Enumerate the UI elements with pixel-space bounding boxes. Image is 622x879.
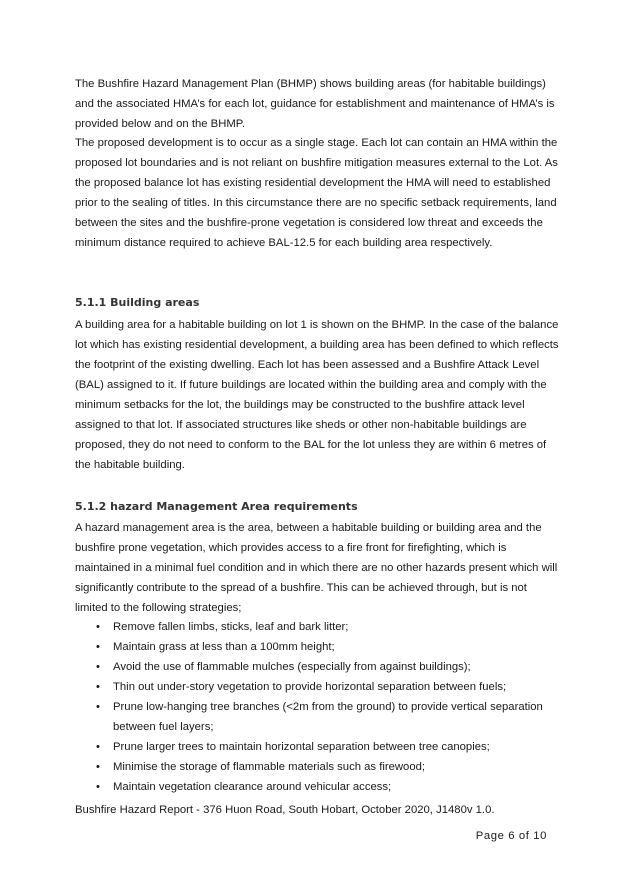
heading-building-areas: 5.1.1 Building areas bbox=[75, 296, 200, 309]
bullet-icon: • bbox=[96, 761, 100, 773]
list-item: • Maintain grass at less than a 100mm height; bbox=[75, 637, 559, 657]
list-item: • Remove fallen limbs, sticks, leaf and bark litter; bbox=[75, 617, 559, 637]
list-item: • Prune low-hanging tree branches (<2m from the ground) to provide vertical separation between fuel layers; bbox=[75, 697, 559, 737]
list-item: • Avoid the use of flammable mulches (especially from against buildings); bbox=[75, 657, 559, 677]
bullet-icon: • bbox=[96, 621, 100, 633]
list-item: • Minimise the storage of flammable materials such as firewood; bbox=[75, 757, 559, 777]
bullet-icon: • bbox=[96, 701, 100, 713]
list-item: • Maintain vegetation clearance around vehicular access; bbox=[75, 777, 559, 797]
bullet-icon: • bbox=[96, 681, 100, 693]
bullet-icon: • bbox=[96, 641, 100, 653]
heading-hazard-management-area: 5.1.2 hazard Management Area requirements bbox=[75, 500, 358, 513]
page-number: Page 6 of 10 bbox=[475, 830, 547, 842]
hazard-management-paragraph: A hazard management area is the area, between a habitable building or building area and the bushfire prone vegetation, which provides access to a fire front for firefighting, which is maintained in a minimal fuel condition and in which there are no other hazards present which will significantly contribute to the spread of a bushfire. This can be achieved through, but is not limited to the following strategies; bbox=[75, 522, 558, 614]
intro-paragraph-bhmp: The Bushfire Hazard Management Plan (BHMP) shows building areas (for habitable buildings) and the associated HMA’s for each lot, guidance for establishment and maintenance of HMA’s is provided below and on the BHMP. bbox=[75, 78, 555, 130]
intro-paragraph-development: The proposed development is to occur as a single stage. Each lot can contain an HMA within the proposed lot boundaries and is not reliant on bushfire mitigation measures external to the Lot. As the proposed balance lot has existing residential development the HMA will need to established prior to the sealing of titles. In this circumstance there are no specific setback requirements, land between the sites and the bushfire-prone vegetation is considered low threat and exceeds the minimum distance required to achieve BAL-12.5 for each building area respectively. bbox=[75, 137, 558, 249]
building-areas-paragraph: A building area for a habitable building on lot 1 is shown on the BHMP. In the case of the balance lot which has existing residential development, a building area has been defined to which reflects the footprint of the existing dwelling. Each lot has been assessed and a Bushfire Attack Level (BAL) assigned to it. If future buildings are located within the building area and comply with the minimum setbacks for the lot, the buildings may be constructed to the bushfire attack level assigned to that lot. If associated structures like sheds or other non-habitable buildings are proposed, they do not need to conform to the BAL for the lot unless they are within 6 metres of the habitable building. bbox=[75, 319, 559, 471]
list-item: • Prune larger trees to maintain horizontal separation between tree canopies; bbox=[75, 737, 559, 757]
bullet-icon: • bbox=[96, 661, 100, 673]
list-item: • Thin out under-story vegetation to provide horizontal separation between fuels; bbox=[75, 677, 559, 697]
bullet-icon: • bbox=[96, 741, 100, 753]
bullet-icon: • bbox=[96, 781, 100, 793]
strategies-list bbox=[75, 617, 559, 797]
report-footer-line: Bushfire Hazard Report - 376 Huon Road, South Hobart, October 2020, J1480v 1.0. bbox=[75, 804, 495, 816]
